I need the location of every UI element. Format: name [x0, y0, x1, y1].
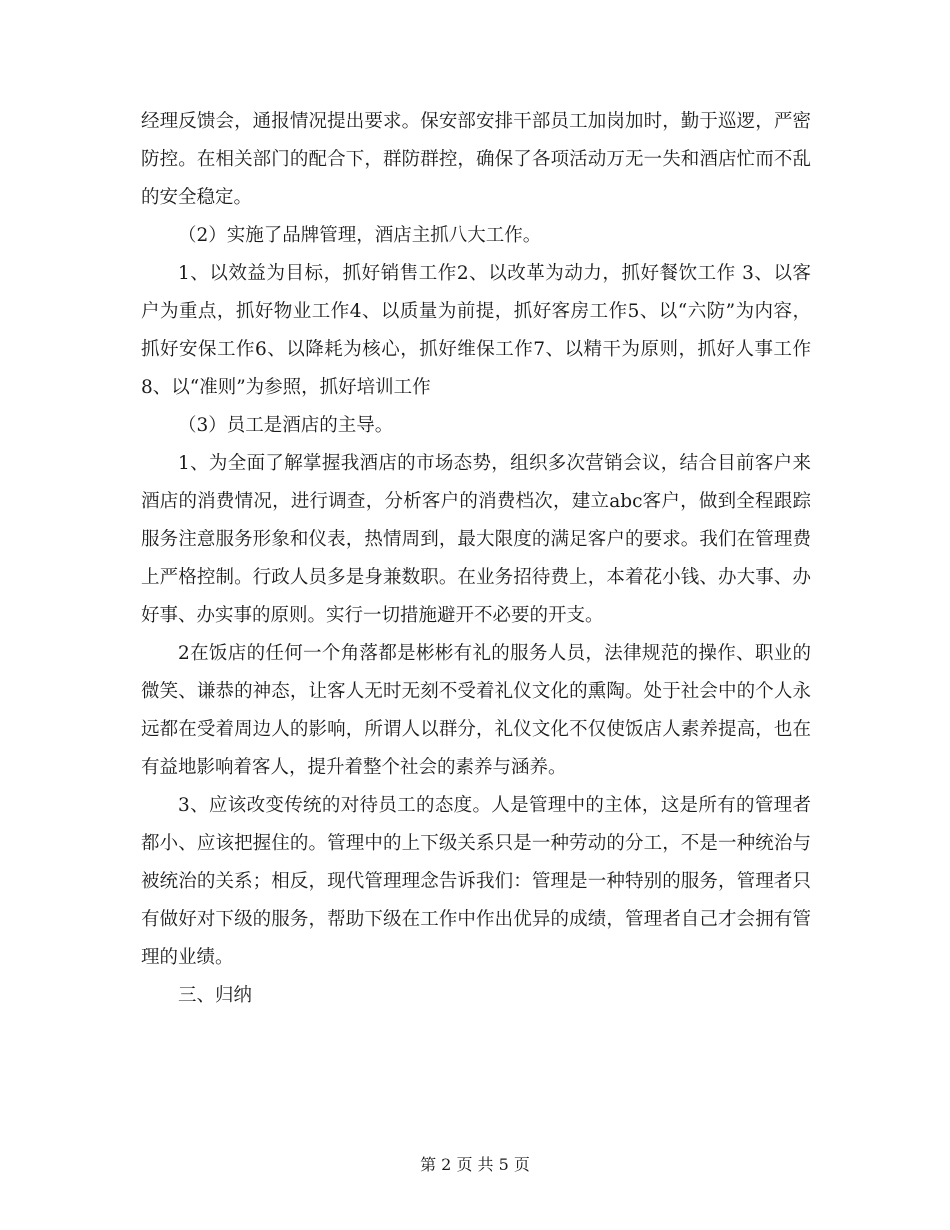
- paragraph-eight-tasks: 1、以效益为目标，抓好销售工作2、以改革为动力，抓好餐饮工作 3、以客户为重点，抓好物业工作4、以质量为前提，抓好客房工作5、以“六防”为内容，抓好安保工作6、以降耗为核心，抓好维保工作7、以精干为原则，抓好人事工作8、以“准则”为参照，抓好培训工作: [141, 263, 811, 398]
- paragraph-section-summary-heading: 三、归纳: [178, 985, 253, 1006]
- paragraph-section-3-heading: （3）员工是酒店的主导。: [178, 415, 394, 436]
- paragraph-section-2-heading: （2）实施了品牌管理，酒店主抓八大工作。: [178, 225, 542, 246]
- page-footer: 第 2 页 共 5 页: [420, 1155, 530, 1174]
- document-body: [141, 103, 811, 1015]
- paragraph-continuation: 经理反馈会，通报情况提出要求。保安部安排干部员工加岗加时，勤于巡逻，严密防控。在相关部门的配合下，群防群控，确保了各项活动万无一失和酒店忙而不乱的安全稳定。: [141, 111, 811, 208]
- paragraph-item-2: 2在饭店的任何一个角落都是彬彬有礼的服务人员，法律规范的操作、职业的微笑、谦恭的神态，让客人无时无刻不受着礼仪文化的熏陶。处于社会中的个人永远都在受着周边人的影响，所谓人以群分，礼仪文化不仅使饭店人素养提高，也在有益地影响着客人，提升着整个社会的素养与涵养。: [141, 643, 811, 778]
- paragraph-item-1: 1、为全面了解掌握我酒店的市场态势，组织多次营销会议，结合目前客户来酒店的消费情况，进行调查，分析客户的消费档次，建立abc客户，做到全程跟踪服务注意服务形象和仪表，热情周到，最大限度的满足客户的要求。我们在管理费上严格控制。行政人员多是身兼数职。在业务招待费上，本着花小钱、办大事、办好事、办实事的原则。实行一切措施避开不必要的开支。: [141, 453, 811, 626]
- paragraph-item-3: 3、应该改变传统的对待员工的态度。人是管理中的主体，这是所有的管理者都小、应该把握住的。管理中的上下级关系只是一种劳动的分工，不是一种统治与被统治的关系；相反，现代管理理念告诉我们：管理是一种特别的服务，管理者只有做好对下级的服务，帮助下级在工作中作出优异的成绩，管理者自己才会拥有管理的业绩。: [141, 795, 811, 968]
